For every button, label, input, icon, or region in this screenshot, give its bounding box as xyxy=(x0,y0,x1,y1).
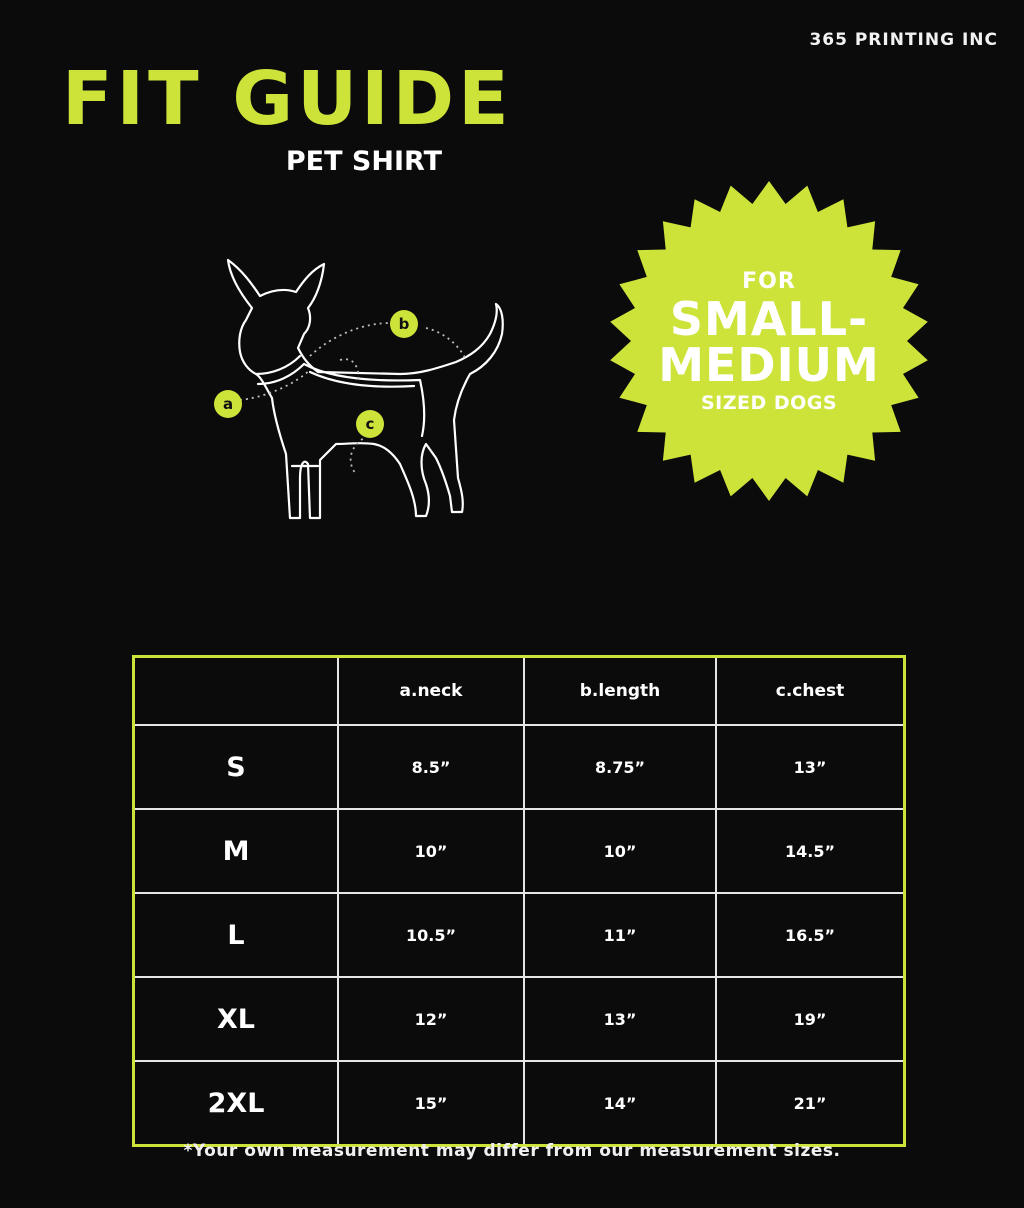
table-row xyxy=(134,893,905,977)
size-cell: S xyxy=(134,725,339,809)
length-cell: 14” xyxy=(524,1061,716,1146)
chest-cell: 16.5” xyxy=(716,893,905,977)
dog-measurement-diagram xyxy=(200,248,520,548)
header-cell-size xyxy=(134,657,339,726)
neck-cell: 10” xyxy=(338,809,524,893)
chest-cell: 21” xyxy=(716,1061,905,1146)
badge-small-label: SMALL- xyxy=(669,291,869,346)
table-row xyxy=(134,977,905,1061)
svg-text:a: a xyxy=(222,395,234,413)
measurement-footnote: *Your own measurement may differ from our measurement sizes. xyxy=(183,1141,841,1161)
table-row xyxy=(134,809,905,893)
brand-name: 365 PRINTING INC xyxy=(809,30,998,50)
chest-cell: 19” xyxy=(716,977,905,1061)
length-cell: 8.75” xyxy=(524,725,716,809)
badge-medium-label: MEDIUM xyxy=(658,337,880,392)
size-cell: L xyxy=(134,893,339,977)
size-chart-table xyxy=(132,655,906,1147)
table-header-row xyxy=(134,657,905,726)
label-b xyxy=(390,310,418,338)
table-row xyxy=(134,725,905,809)
length-cell: 11” xyxy=(524,893,716,977)
length-cell: 10” xyxy=(524,809,716,893)
size-cell: XL xyxy=(134,977,339,1061)
label-a xyxy=(214,390,242,418)
size-badge-text xyxy=(606,178,932,504)
neck-cell: 12” xyxy=(338,977,524,1061)
badge-for-label: FOR xyxy=(742,268,796,294)
header-cell-length: b.length xyxy=(524,657,716,726)
neck-cell: 8.5” xyxy=(338,725,524,809)
chest-cell: 13” xyxy=(716,725,905,809)
badge-sized-dogs-label: SIZED DOGS xyxy=(700,391,838,414)
header-cell-chest: c.chest xyxy=(716,657,905,726)
neck-cell: 15” xyxy=(338,1061,524,1146)
page-title: FIT GUIDE xyxy=(62,56,513,142)
size-cell: 2XL xyxy=(134,1061,339,1146)
header-cell-neck: a.neck xyxy=(338,657,524,726)
label-c xyxy=(356,410,384,438)
length-cell: 13” xyxy=(524,977,716,1061)
size-cell: M xyxy=(134,809,339,893)
chest-cell: 14.5” xyxy=(716,809,905,893)
svg-text:c: c xyxy=(365,415,375,433)
table-row xyxy=(134,1061,905,1146)
svg-text:b: b xyxy=(398,315,410,333)
page-subtitle: PET SHIRT xyxy=(285,146,442,177)
neck-cell: 10.5” xyxy=(338,893,524,977)
